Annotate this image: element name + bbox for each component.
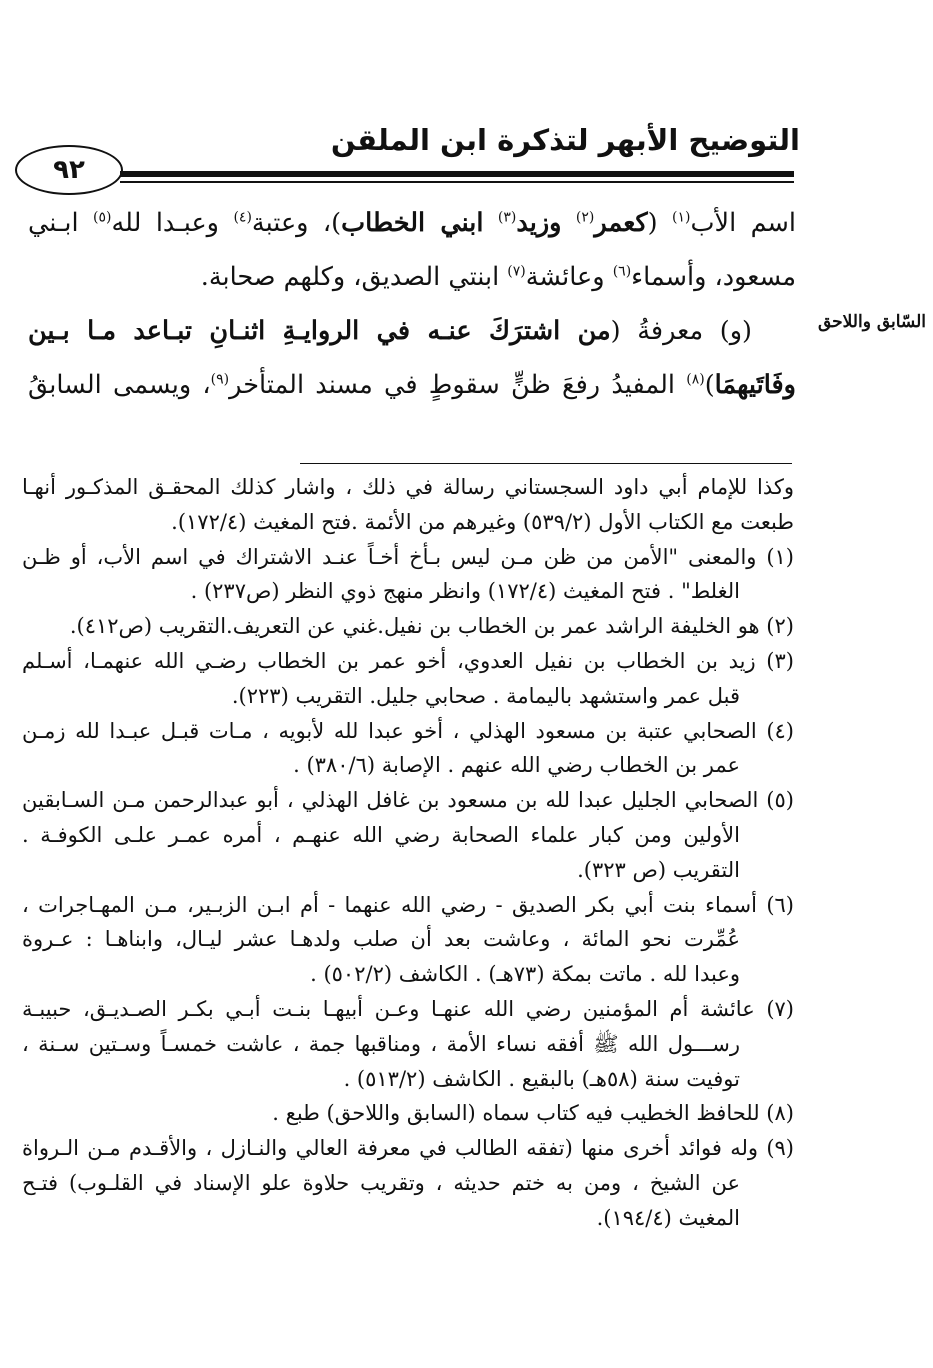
- footnote-line: المغيث (١٩٤/٤).: [596, 1205, 740, 1230]
- footnote-ref: (٦): [612, 263, 632, 280]
- footnote-line: (٨) للحافظ الخطيب فيه كتاب سماه (السابق واللاحق) طبع .: [272, 1101, 794, 1126]
- footnote-line: (٧) عائشة أم المؤمنين رضي الله عنهـا وعـن أبيهـا بنـت أبـي بكـر الصـديـق، حبيبـة: [22, 996, 794, 1021]
- main-text-run: [561, 208, 575, 238]
- footnote-line: التقريب (ص ٣٢٣).: [577, 857, 740, 882]
- footnote-line: (١) والمعنى "الأمن من ظن مـن ليس بـأخ أخـاً عنـد الاشتراك في اسم الأب، أو ظـن: [22, 544, 794, 569]
- footnotes: [22, 470, 794, 1236]
- footnote-line: وكذا للإمام أبي داود السجستاني رسالة في ذلك ، واشار كذلك المحقـق المذكـور أنهـا: [22, 475, 794, 499]
- matn-bold-run: من اشترَكَ عنـه في الروايـةِ اثنـانِ تبـاعد مـا بـين: [28, 316, 611, 346]
- main-text-run: )، وعتبة: [251, 208, 342, 238]
- main-text-run: المفيدُ رفعَ ظنٍّ سقوطٍ في مسند المتأخر: [229, 370, 687, 400]
- footnote-ref: (٣): [497, 209, 517, 226]
- footnote-line: (٣) زيد بن الخطاب بن نفيل العدوي، أخو عمر بن الخطاب رضـي الله عنهمـا، أسـلم: [22, 648, 794, 673]
- main-text-run: مسعود، وأسماء: [631, 262, 796, 292]
- header-rule-thick: [120, 171, 794, 177]
- footnote-line: الأولين ومن كبار علماء الصحابة رضي الله عنهـم ، أمره عمـر علـى الكوفـة .: [22, 822, 740, 847]
- main-text-run: ): [704, 370, 715, 400]
- main-text-run: وعبـدا لله: [111, 208, 234, 238]
- main-text-run: ، ويسمى السابقُ: [28, 370, 211, 400]
- footnote-ref: (٧): [507, 263, 526, 280]
- footnote-ref: (٢): [575, 209, 595, 226]
- main-line-4: [28, 358, 796, 412]
- main-line-3: [28, 304, 796, 358]
- matn-bold-run: ابني الخطاب: [341, 208, 484, 238]
- margin-note: السّابق واللاحق: [817, 312, 926, 332]
- main-text-run: [483, 208, 497, 238]
- main-text-run: (: [647, 208, 673, 238]
- footnote-ref: (٩): [210, 371, 230, 388]
- main-text: [28, 196, 796, 412]
- footnote-line: (٦) أسماء بنت أبي بكر الصديق - رضي الله عنهما - أم ابـن الزبـير، مـن المهـاجرات ،: [22, 892, 794, 917]
- footnote-line: توفيت سنة (٥٨هـ) بالبقيع . الكاشف (٥١٣/٢) .: [343, 1066, 740, 1091]
- footnote-ref: (١): [672, 209, 691, 226]
- matn-bold-run: كعمر: [594, 208, 648, 238]
- footnote-line: عمر بن الخطاب رضي الله عنهم . الإصابة (٣٨٠/٦) .: [293, 753, 740, 778]
- main-text-run: ابنتي الصديق، وكلهم صحابة.: [200, 262, 508, 292]
- footnote-line: عُمِّرت نحو المائة ، وعاشت بعد أن صلب ولدهـا عشر ليـال، وابناهـا : عـروة: [22, 927, 740, 952]
- main-line-2: [28, 250, 796, 304]
- main-text-run: (و) معرفةُ (: [610, 316, 752, 346]
- main-text-run: وعائشة: [525, 262, 613, 292]
- matn-bold-run: وفَاتَيهمَا: [714, 370, 796, 400]
- footnote-line: الغلط" . فتح المغيث (١٧٢/٤) وانظر منهج ذوي النظر (ص٢٣٧) .: [190, 579, 740, 604]
- footnote-ref: (٥): [93, 209, 112, 226]
- footnote-line: طبعت مع الكتاب الأول (٥٣٩/٢) وغيرهم من الأئمة .فتح المغيث (١٧٢/٤).: [171, 509, 794, 534]
- footnote-separator: [300, 463, 792, 464]
- header-rule-thin: [120, 181, 794, 183]
- page-number-oval: ٩٢: [15, 145, 123, 195]
- footnote-line: عن الشيخ ، ومن به ختم حديثه ، وتقريب حلاوة علو الإسناد في القلـوب) فتـح: [22, 1170, 740, 1195]
- main-text-run: ابـني: [28, 208, 94, 238]
- footnote-line: وعبدا لله . ماتت بمكة (٧٣هـ) . الكاشف (٥٠٢/٢) .: [310, 962, 740, 987]
- footnote-line: (٢) هو الخليفة الراشد عمر بن الخطاب بن نفيل.غني عن التعريف.التقريب (ص٤١٢).: [69, 614, 794, 639]
- matn-bold-run: وزيد: [516, 208, 562, 238]
- footnote-line: رســـول الله ﷺ أفقه نساء الأمة ، ومناقبها جمة ، عاشت خمسـاً وسـتين سـنة ،: [22, 1031, 740, 1056]
- main-text-run: اسم الأب: [690, 208, 797, 238]
- footnote-line: (٥) الصحابي الجليل عبدا لله بن مسعود بن غافل الهذلي ، أبو عبدالرحمن مـن السـابقين: [22, 788, 794, 813]
- main-line-1: [28, 196, 796, 250]
- footnote-ref: (٨): [686, 371, 705, 388]
- running-header-title: التوضيح الأبهر لتذكرة ابن الملقن: [330, 123, 800, 157]
- footnote-ref: (٤): [233, 209, 252, 226]
- footnote-line: (٩) وله فوائد أخرى منها (تفقه الطالب في معرفة العالي والنـازل ، والأقـدم مـن الـرواة: [22, 1136, 794, 1161]
- footnote-line: (٤) الصحابي عتبة بن مسعود الهذلي ، أخو عبدا لله لأبويه ، مـات قبـل عبـدا لله زمـن: [22, 718, 794, 743]
- footnote-line: قبل عمر واستشهد باليمامة . صحابي جليل. التقريب (٢٢٣).: [231, 683, 740, 708]
